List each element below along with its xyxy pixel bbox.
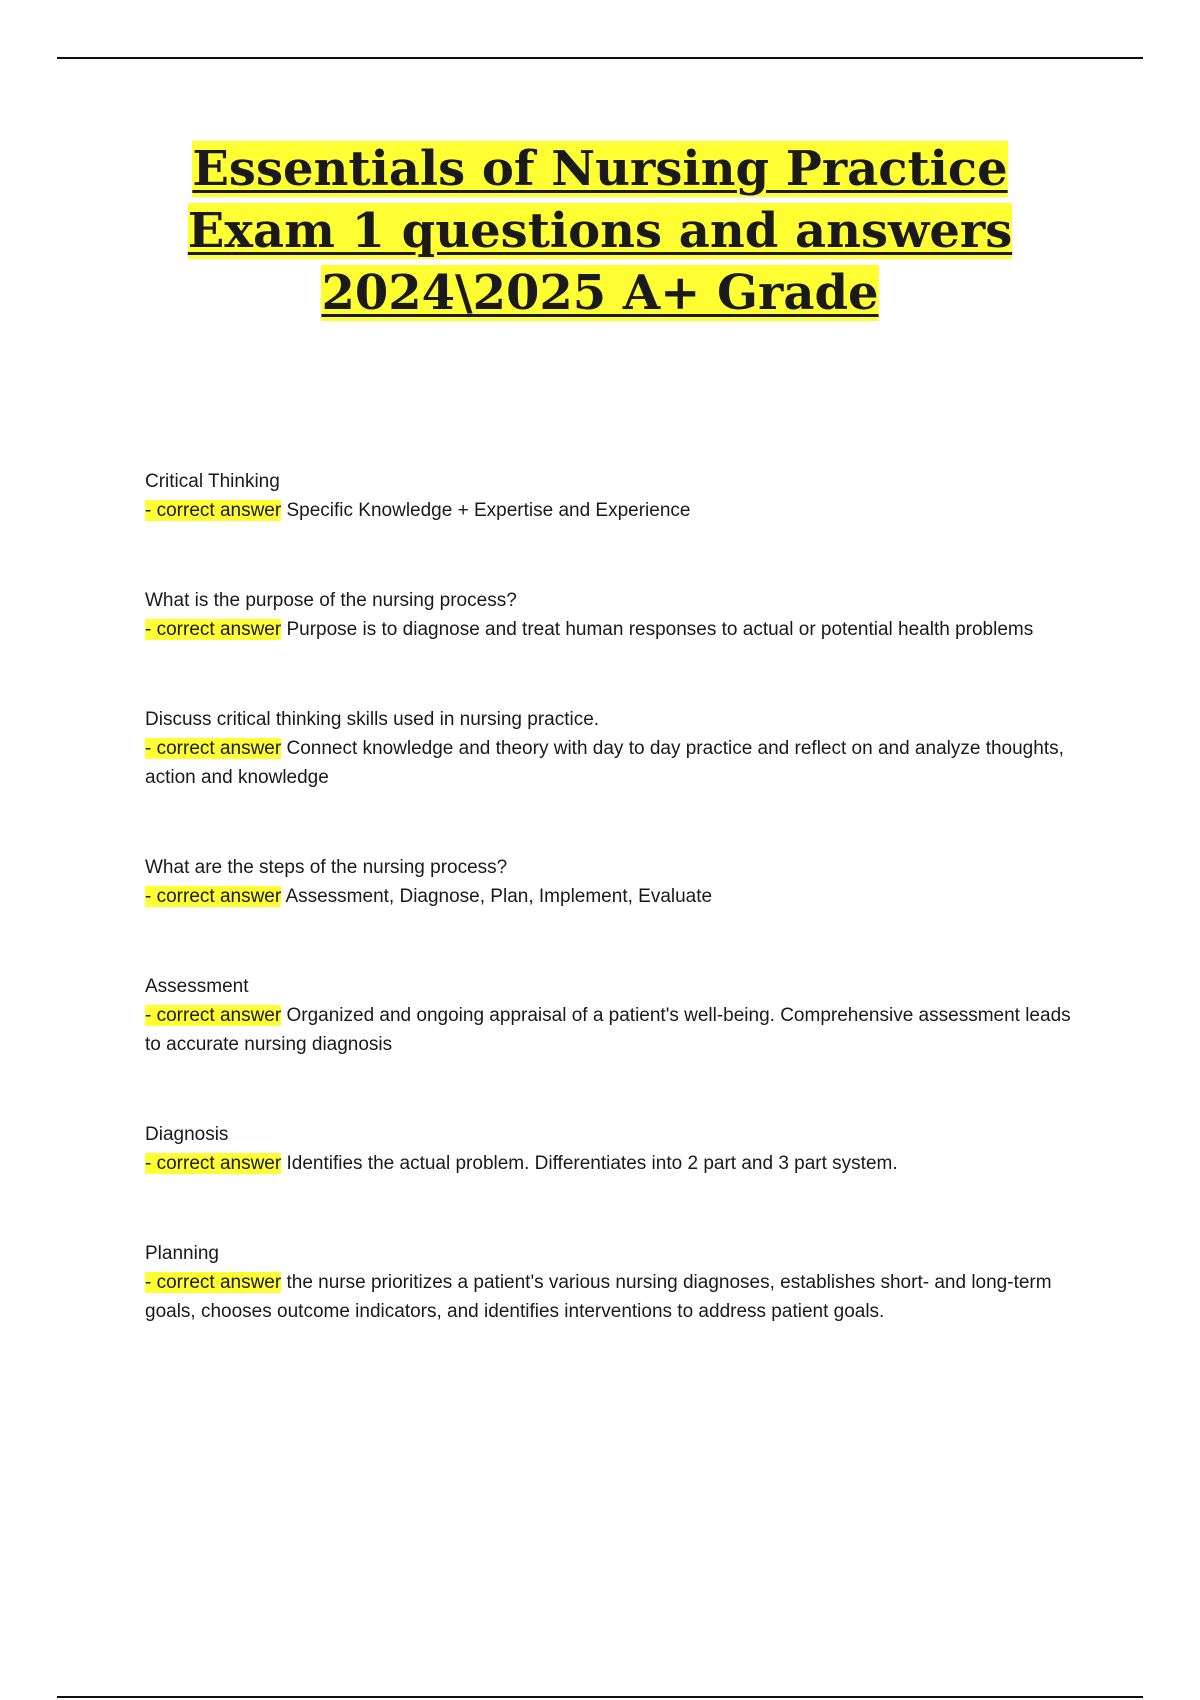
question-text: Planning: [145, 1243, 219, 1264]
question-text: Critical Thinking: [145, 471, 280, 492]
question-text: What are the steps of the nursing process?: [145, 857, 508, 878]
qa-list: [145, 467, 1080, 1387]
answer-text: Assessment, Diagnose, Plan, Implement, Evaluate: [285, 886, 713, 907]
correct-answer-label: - correct answer: [145, 619, 282, 640]
bottom-rule: [57, 1696, 1143, 1698]
question-text: What is the purpose of the nursing process?: [145, 590, 517, 611]
correct-answer-label: - correct answer: [145, 738, 282, 759]
qa-item: [145, 586, 1080, 644]
top-rule: [57, 57, 1143, 59]
answer-text: Connect knowledge and theory with day to day practice and reflect on and analyze thoughts, action and knowledge: [145, 738, 1064, 788]
qa-item: [145, 705, 1080, 792]
qa-item: [145, 853, 1080, 911]
qa-item: [145, 467, 1080, 525]
answer-text: Identifies the actual problem. Differentiates into 2 part and 3 part system.: [286, 1153, 898, 1174]
answer-text: Organized and ongoing appraisal of a patient's well-being. Comprehensive assessment leads to accurate nursing diagnosis: [145, 1005, 1071, 1055]
qa-item: [145, 1120, 1080, 1178]
correct-answer-label: - correct answer: [145, 1153, 282, 1174]
answer-text: Specific Knowledge + Expertise and Experience: [286, 500, 691, 521]
answer-text: Purpose is to diagnose and treat human responses to actual or potential health problems: [286, 619, 1034, 640]
document-title: [120, 138, 1080, 324]
correct-answer-label: - correct answer: [145, 1272, 282, 1293]
correct-answer-label: - correct answer: [145, 886, 282, 907]
question-text: Diagnosis: [145, 1124, 229, 1145]
qa-item: [145, 972, 1080, 1059]
question-text: Assessment: [145, 976, 249, 997]
answer-text: the nurse prioritizes a patient's various nursing diagnoses, establishes short- and long-term goals, chooses outcome indicators, and identifies interventions to address patient goals.: [145, 1272, 1052, 1322]
correct-answer-label: - correct answer: [145, 500, 282, 521]
correct-answer-label: - correct answer: [145, 1005, 282, 1026]
document-title-text: Essentials of Nursing Practice Exam 1 questions and answers 2024\2025 A+ Grade: [187, 141, 1013, 321]
qa-item: [145, 1239, 1080, 1326]
question-text: Discuss critical thinking skills used in nursing practice.: [145, 709, 600, 730]
